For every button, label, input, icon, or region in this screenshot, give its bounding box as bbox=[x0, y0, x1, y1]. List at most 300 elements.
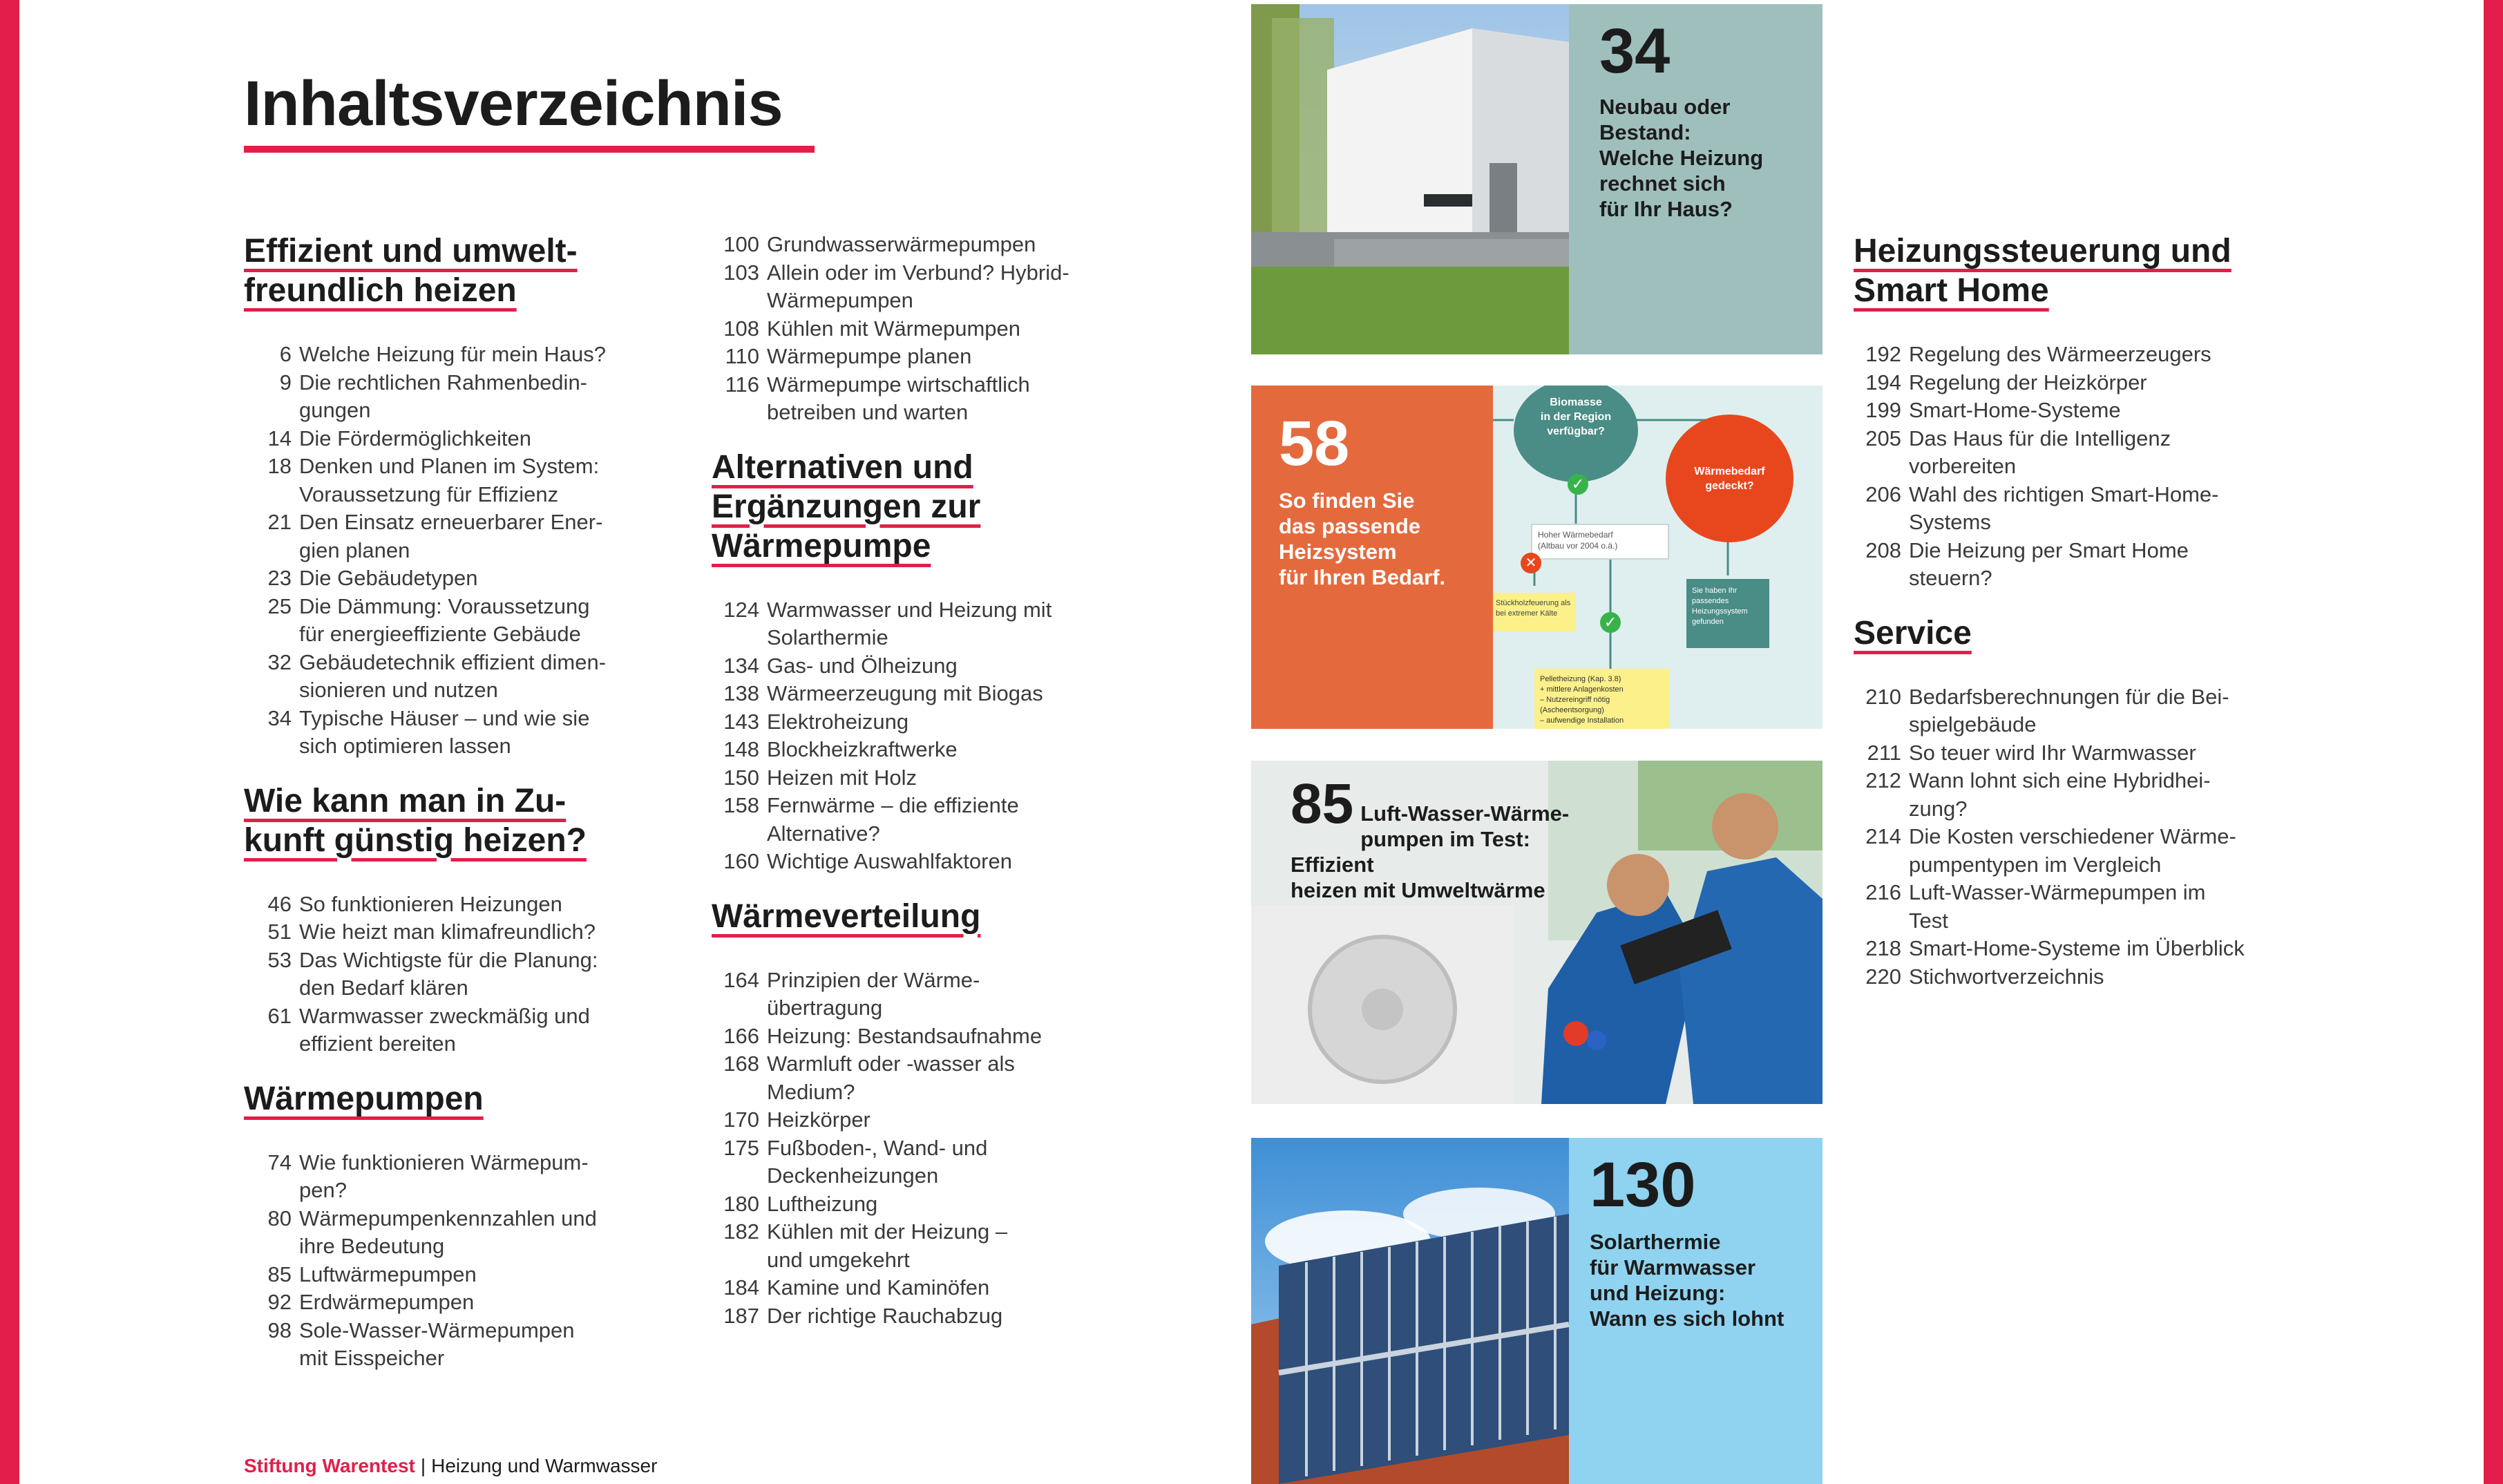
toc-entry[interactable] bbox=[1854, 683, 2323, 739]
page-number: 51 bbox=[267, 920, 292, 944]
toc-section bbox=[244, 231, 658, 761]
section-heading-line: Heizungssteuerung und bbox=[1854, 233, 2231, 269]
section-heading-line: Wärmepumpen bbox=[244, 1080, 484, 1117]
entry-title bbox=[299, 341, 658, 369]
entry-title bbox=[1909, 879, 2323, 935]
section-heading[interactable] bbox=[244, 1079, 658, 1119]
page-number: 182 bbox=[723, 1219, 759, 1244]
footer-title: Heizung und Warmwasser bbox=[431, 1455, 658, 1476]
entry-title bbox=[767, 231, 1126, 259]
caption-line: Welche Heizung bbox=[1599, 146, 1764, 170]
entry-title bbox=[767, 596, 1126, 652]
toc-entry[interactable] bbox=[244, 1317, 658, 1373]
entry-title-line: effizient bereiten bbox=[299, 1031, 456, 1056]
toc-entry[interactable] bbox=[712, 1050, 1126, 1106]
page-number: 25 bbox=[267, 593, 292, 618]
page-number: 110 bbox=[725, 344, 759, 368]
toc-entry[interactable] bbox=[712, 371, 1126, 427]
entry-title bbox=[1909, 537, 2323, 593]
entry-title-line: Luft-Wasser-Wärmepumpen im bbox=[1909, 880, 2206, 904]
flow-text-line: gefunden bbox=[1692, 618, 1724, 626]
toc-entry[interactable] bbox=[712, 343, 1126, 371]
entry-title bbox=[767, 315, 1126, 343]
entry-title-line: Blockheizkraftwerke bbox=[767, 737, 958, 761]
page-number: 160 bbox=[723, 849, 759, 873]
entry-title bbox=[767, 1022, 1126, 1051]
page-number: 9 bbox=[279, 370, 292, 394]
entry-title-line: Stichwortverzeichnis bbox=[1909, 964, 2104, 989]
entry-title bbox=[1909, 341, 2323, 369]
entry-title-line: Die rechtlichen Rahmenbedin- bbox=[299, 370, 588, 394]
entry-title-line: gungen bbox=[299, 398, 371, 422]
entry-title bbox=[299, 918, 658, 946]
entry-title bbox=[299, 369, 658, 425]
entry-title bbox=[1909, 739, 2323, 768]
cross-icon: ✕ bbox=[1521, 553, 1541, 573]
entry-title bbox=[767, 1218, 1126, 1274]
page-number: 138 bbox=[723, 681, 759, 705]
section-heading[interactable] bbox=[244, 231, 658, 310]
flow-text-line: (Altbau vor 2004 o.ä.) bbox=[1538, 541, 1618, 551]
entry-title bbox=[1909, 823, 2323, 879]
page-number: 205 bbox=[1865, 426, 1901, 450]
entry-title-line: Prinzipien der Wärme- bbox=[767, 967, 980, 992]
entry-title-line: Kühlen mit Wärmepumpen bbox=[767, 316, 1020, 341]
toc-entry[interactable] bbox=[712, 764, 1126, 792]
section-heading[interactable] bbox=[244, 781, 658, 860]
flow-text-line: – Nutzereingriff nötig bbox=[1540, 696, 1610, 704]
entry-title-line: Den Einsatz erneuerbarer Ener- bbox=[299, 510, 603, 534]
entry-title bbox=[767, 1190, 1126, 1219]
toc-section bbox=[712, 448, 1126, 876]
toc-entry[interactable] bbox=[1854, 739, 2323, 768]
flow-text-line: Stückholzfeuerung als bbox=[1496, 599, 1571, 607]
entry-title bbox=[1909, 935, 2323, 963]
flow-text-line: bei extremer Kälte bbox=[1496, 609, 1558, 618]
toc-entry[interactable] bbox=[712, 736, 1126, 764]
entry-title bbox=[767, 1050, 1126, 1106]
entry-title-line: Heizen mit Holz bbox=[767, 765, 917, 790]
teaser-34-box bbox=[1569, 4, 1822, 354]
entry-title bbox=[299, 1205, 658, 1261]
page-number: 175 bbox=[723, 1135, 759, 1160]
page-number: 216 bbox=[1865, 880, 1901, 904]
toc-entry[interactable] bbox=[712, 1134, 1126, 1190]
toc-entry[interactable] bbox=[244, 1261, 658, 1289]
caption-line: Luft-Wasser-Wärme- bbox=[1360, 801, 1570, 826]
page-number: 85 bbox=[267, 1262, 292, 1286]
page-number: 148 bbox=[723, 737, 759, 761]
teaser-85[interactable] bbox=[1251, 761, 1822, 1104]
left-edge-bar bbox=[0, 0, 19, 1484]
toc-section bbox=[244, 1079, 658, 1373]
toc-entry[interactable] bbox=[712, 259, 1126, 315]
flow-text-line: Pelletheizung (Kap. 3.8) bbox=[1540, 675, 1621, 683]
caption-line: heizen mit Umweltwärme bbox=[1291, 878, 1545, 902]
flow-text-line: + mittlere Anlagenkosten bbox=[1540, 685, 1624, 694]
entry-title-line: den Bedarf klären bbox=[299, 976, 468, 1000]
entry-title bbox=[767, 967, 1126, 1022]
page-number: 98 bbox=[267, 1317, 292, 1342]
page-number: 211 bbox=[1867, 740, 1901, 765]
page-number: 210 bbox=[1865, 684, 1901, 709]
page-number: 143 bbox=[723, 709, 759, 734]
section-heading-line: Wärmeverteilung bbox=[712, 897, 981, 935]
entry-title-line: Grundwasserwärmepumpen bbox=[767, 232, 1036, 256]
teaser-130[interactable] bbox=[1251, 1138, 1822, 1484]
page-number: 168 bbox=[723, 1052, 759, 1076]
entry-title bbox=[767, 708, 1126, 736]
flow-text-line: – aufwendige Installation bbox=[1540, 716, 1624, 725]
entry-title-line: übertragung bbox=[767, 996, 883, 1020]
entry-title bbox=[1909, 425, 2323, 481]
entry-title bbox=[767, 792, 1126, 848]
entry-title-line: Alternative? bbox=[767, 821, 880, 846]
entry-title-line: Wichtige Auswahlfaktoren bbox=[767, 849, 1012, 873]
footer-separator: | bbox=[420, 1455, 426, 1476]
entry-title-line: Test bbox=[1909, 908, 1948, 933]
toc-entry[interactable] bbox=[244, 1002, 658, 1058]
section-heading[interactable] bbox=[1854, 613, 2323, 653]
flow-text-line: verfügbar? bbox=[1547, 426, 1605, 437]
entry-title-line: Wärmeerzeugung mit Biogas bbox=[767, 681, 1043, 705]
toc-entry[interactable] bbox=[712, 680, 1126, 708]
entry-title-line: Smart-Home-Systeme im Überblick bbox=[1909, 936, 2245, 960]
entry-title-line: Heizkörper bbox=[767, 1107, 870, 1132]
flow-text-line: Sie haben Ihr bbox=[1692, 587, 1738, 595]
entry-title bbox=[299, 1317, 658, 1373]
teaser-34-number: 34 bbox=[1599, 16, 1671, 86]
entry-title bbox=[1909, 767, 2323, 823]
entry-title-line: steuern? bbox=[1909, 566, 1992, 590]
toc-entry[interactable] bbox=[1854, 767, 2323, 823]
right-edge-bar bbox=[2484, 0, 2503, 1484]
section-heading-line: kunft günstig heizen? bbox=[244, 821, 587, 859]
caption-line: Heizsystem bbox=[1279, 540, 1397, 564]
entry-title-line: Wärmepumpe planen bbox=[767, 344, 972, 368]
entry-title-line: Luftwärmepumpen bbox=[299, 1262, 477, 1286]
entry-title bbox=[1909, 369, 2323, 397]
section-heading-line: Service bbox=[1854, 614, 1972, 651]
entry-title-line: Smart-Home-Systeme bbox=[1909, 398, 2121, 422]
entry-title bbox=[767, 1106, 1126, 1134]
flow-text-line: gedeckt? bbox=[1705, 480, 1754, 492]
toc-entry[interactable] bbox=[712, 1106, 1126, 1134]
check-icon: ✓ bbox=[1600, 612, 1621, 633]
flow-text-line: in der Region bbox=[1540, 411, 1612, 423]
entry-title-line: So teuer wird Ihr Warmwasser bbox=[1909, 740, 2196, 765]
page-number: 108 bbox=[723, 316, 759, 341]
page-number: 103 bbox=[723, 260, 759, 285]
entry-title-line: Erdwärmepumpen bbox=[299, 1290, 475, 1314]
entry-title bbox=[1909, 683, 2323, 739]
entry-title bbox=[299, 946, 658, 1002]
entry-title-line: Wann lohnt sich eine Hybridhei- bbox=[1909, 768, 2211, 792]
toc-entry[interactable] bbox=[244, 593, 658, 649]
toc-entry[interactable] bbox=[712, 848, 1126, 876]
caption-line: So finden Sie bbox=[1279, 488, 1415, 513]
entry-title bbox=[299, 593, 658, 649]
caption-line: für Ihren Bedarf. bbox=[1279, 565, 1446, 589]
entry-title-line: Luftheizung bbox=[767, 1191, 878, 1216]
entry-title bbox=[299, 1261, 658, 1289]
page-number: 21 bbox=[267, 510, 292, 534]
flow-text-line: Wärmebedarf bbox=[1694, 466, 1765, 477]
teaser-58-number: 58 bbox=[1279, 408, 1350, 479]
entry-title-line: mit Eisspeicher bbox=[299, 1346, 445, 1370]
toc-entry[interactable] bbox=[712, 1190, 1126, 1219]
entry-title-line: Die Fördermöglichkeiten bbox=[299, 426, 531, 450]
page-number: 214 bbox=[1865, 824, 1901, 848]
entry-title bbox=[767, 1274, 1126, 1302]
caption-line: für Ihr Haus? bbox=[1599, 197, 1733, 221]
section-heading-line: Effizient und umwelt- bbox=[244, 233, 578, 269]
toc-entry[interactable] bbox=[1854, 963, 2323, 991]
page-number: 199 bbox=[1865, 398, 1901, 422]
title-underline bbox=[244, 146, 815, 153]
entry-title-line: Bedarfsberechnungen für die Bei- bbox=[1909, 684, 2229, 709]
toc-entry[interactable] bbox=[244, 369, 658, 425]
entry-title bbox=[299, 1149, 658, 1205]
page-number: 170 bbox=[723, 1107, 759, 1132]
entry-title bbox=[1909, 963, 2323, 991]
entry-title-line: Warmwasser zweckmäßig und bbox=[299, 1003, 590, 1028]
entry-title-line: Die Dämmung: Voraussetzung bbox=[299, 593, 590, 618]
toc-entry[interactable] bbox=[712, 1302, 1126, 1331]
page-number: 218 bbox=[1865, 936, 1901, 960]
entry-title-line: Die Gebäudetypen bbox=[299, 566, 478, 590]
page-number: 46 bbox=[267, 891, 292, 916]
entry-title-line: Welche Heizung für mein Haus? bbox=[299, 342, 606, 366]
entry-title-line: Allein oder im Verbund? Hybrid- bbox=[767, 260, 1069, 285]
page-number: 212 bbox=[1865, 768, 1901, 792]
flow-text-line: passendes bbox=[1692, 597, 1729, 605]
entry-title bbox=[299, 649, 658, 705]
toc-entry[interactable] bbox=[244, 564, 658, 593]
entry-title bbox=[299, 1288, 658, 1317]
toc-entry[interactable] bbox=[1854, 369, 2323, 397]
toc-section bbox=[1854, 613, 2323, 991]
page-number: 14 bbox=[267, 426, 292, 450]
entry-title-line: betreiben und warten bbox=[767, 400, 969, 424]
caption-line: Bestand: bbox=[1599, 120, 1691, 144]
toc-entry[interactable] bbox=[1854, 397, 2323, 425]
flow-text-line: Hoher Wärmebedarf bbox=[1538, 530, 1613, 540]
page-number: 220 bbox=[1865, 964, 1901, 989]
entry-title bbox=[767, 259, 1126, 315]
page-number: 80 bbox=[267, 1206, 292, 1230]
entry-title-line: Medium? bbox=[767, 1079, 855, 1104]
section-heading-line: Alternativen und bbox=[712, 448, 973, 486]
waermebedarf-node bbox=[1666, 415, 1793, 542]
toc-entry[interactable] bbox=[1854, 425, 2323, 481]
teaser-34[interactable] bbox=[1251, 4, 1822, 354]
entry-title-line: Gas- und Ölheizung bbox=[767, 653, 958, 678]
entry-title bbox=[767, 848, 1126, 876]
entry-title bbox=[767, 680, 1126, 708]
teaser-85-number: 85 bbox=[1291, 772, 1354, 835]
entry-title-line: Warmwasser und Heizung mit bbox=[767, 597, 1052, 622]
toc-entry[interactable] bbox=[244, 891, 658, 919]
entry-title-line: Kamine und Kaminöfen bbox=[767, 1275, 990, 1300]
flow-text-line: Heizungssystem bbox=[1692, 607, 1748, 616]
toc-entry[interactable] bbox=[244, 705, 658, 761]
entry-title bbox=[767, 1302, 1126, 1331]
page-number: 158 bbox=[723, 793, 759, 817]
check-icon: ✓ bbox=[1568, 474, 1588, 495]
toc-entry[interactable] bbox=[244, 946, 658, 1002]
page-number: 206 bbox=[1865, 482, 1901, 506]
page-number: 194 bbox=[1865, 370, 1901, 394]
entry-title-line: Fernwärme – die effiziente bbox=[767, 793, 1019, 817]
entry-title-line: für energieeffiziente Gebäude bbox=[299, 622, 581, 646]
caption-line: das passende bbox=[1279, 514, 1421, 538]
toc-entry[interactable] bbox=[1854, 935, 2323, 963]
entry-title-line: gien planen bbox=[299, 538, 410, 562]
entry-title-line: Deckenheizungen bbox=[767, 1163, 939, 1188]
toc-entry[interactable] bbox=[712, 967, 1126, 1022]
entry-title bbox=[299, 564, 658, 593]
page-number: 6 bbox=[279, 342, 292, 366]
toc-entry[interactable] bbox=[244, 508, 658, 564]
toc-column-3 bbox=[1854, 231, 2323, 1011]
page-number: 134 bbox=[723, 653, 759, 678]
section-heading[interactable] bbox=[712, 897, 1126, 936]
toc-section bbox=[244, 781, 658, 1058]
entry-title bbox=[767, 736, 1126, 764]
page-number: 23 bbox=[267, 566, 292, 590]
entry-title bbox=[299, 1002, 658, 1058]
entry-title-line: Gebäudetechnik effizient dimen- bbox=[299, 649, 607, 674]
page-number: 92 bbox=[267, 1290, 292, 1314]
page-number: 116 bbox=[725, 372, 759, 397]
toc-entry[interactable] bbox=[1854, 537, 2323, 593]
entry-title-line: Regelung des Wärmeerzeugers bbox=[1909, 342, 2211, 366]
page-number: 34 bbox=[267, 705, 292, 730]
page-title: Inhaltsverzeichnis bbox=[244, 68, 783, 139]
hoher-node bbox=[1531, 524, 1669, 560]
teaser-34-caption bbox=[1599, 94, 1822, 222]
teaser-130-box bbox=[1569, 1138, 1822, 1484]
page-number: 53 bbox=[267, 947, 292, 972]
toc-column-2 bbox=[712, 231, 1126, 1351]
entry-title bbox=[299, 705, 658, 761]
toc-entry[interactable] bbox=[712, 1218, 1126, 1274]
entry-title-line: Der richtige Rauchabzug bbox=[767, 1303, 1003, 1328]
entry-title bbox=[767, 652, 1126, 681]
toc-entry[interactable] bbox=[712, 1274, 1126, 1302]
entry-title-line: Solarthermie bbox=[767, 625, 888, 649]
entry-title-line: spielgebäude bbox=[1909, 712, 2037, 736]
section-heading-line: Wie kann man in Zu- bbox=[244, 782, 567, 819]
toc-section bbox=[1854, 231, 2323, 593]
section-heading[interactable] bbox=[1854, 231, 2323, 310]
teaser-85-label bbox=[1291, 772, 1595, 903]
caption-line: Solarthermie bbox=[1590, 1230, 1721, 1254]
entry-title-line: Fußboden-, Wand- und bbox=[767, 1135, 988, 1160]
toc-entry[interactable] bbox=[712, 1022, 1126, 1051]
toc-entry[interactable] bbox=[712, 231, 1126, 259]
flow-text-line: Biomasse bbox=[1550, 397, 1602, 408]
toc-entry[interactable] bbox=[244, 918, 658, 946]
page-number: 164 bbox=[723, 967, 759, 992]
page-number: 150 bbox=[723, 765, 759, 790]
pellet-node bbox=[1534, 669, 1669, 729]
section-heading[interactable] bbox=[712, 448, 1126, 566]
entry-title bbox=[767, 371, 1126, 427]
toc-entry[interactable] bbox=[244, 1288, 658, 1317]
page-number: 208 bbox=[1865, 538, 1901, 562]
toc-entry[interactable] bbox=[244, 425, 658, 453]
entry-title-line: Heizung: Bestandsaufnahme bbox=[767, 1023, 1043, 1048]
entry-title-line: pen? bbox=[299, 1178, 347, 1202]
entry-title-line: Kühlen mit der Heizung – bbox=[767, 1219, 1008, 1244]
entry-title bbox=[767, 343, 1126, 371]
toc-entry[interactable] bbox=[712, 708, 1126, 736]
toc-section bbox=[712, 897, 1126, 1331]
toc-entry[interactable] bbox=[712, 792, 1126, 848]
entry-title bbox=[767, 1134, 1126, 1190]
entry-title-line: Die Heizung per Smart Home bbox=[1909, 538, 2189, 562]
entry-title-line: sionieren und nutzen bbox=[299, 678, 498, 702]
page-number: 18 bbox=[267, 454, 292, 478]
house-photo bbox=[1251, 4, 1569, 354]
entry-title-line: Wie heizt man klimafreundlich? bbox=[299, 920, 596, 944]
toc-entry[interactable] bbox=[244, 649, 658, 705]
entry-title-line: Systems bbox=[1909, 510, 1991, 534]
entry-title-line: Wärmepumpe wirtschaftlich bbox=[767, 372, 1030, 397]
toc-entry[interactable] bbox=[1854, 341, 2323, 369]
entry-title-line: Wie funktionieren Wärmepum- bbox=[299, 1150, 589, 1174]
toc-entry[interactable] bbox=[712, 596, 1126, 652]
entry-title-line: Wahl des richtigen Smart-Home- bbox=[1909, 482, 2219, 506]
entry-title-line: vorbereiten bbox=[1909, 454, 2017, 478]
teaser-58-caption bbox=[1279, 488, 1493, 590]
entry-title-line: und umgekehrt bbox=[767, 1247, 910, 1272]
toc-entry[interactable] bbox=[1854, 481, 2323, 537]
toc-entry[interactable] bbox=[244, 1149, 658, 1205]
caption-line: Neubau oder bbox=[1599, 95, 1731, 119]
teaser-58[interactable] bbox=[1251, 386, 1822, 729]
toc-entry[interactable] bbox=[244, 453, 658, 508]
page-number: 192 bbox=[1865, 342, 1901, 366]
flowchart bbox=[1493, 386, 1822, 729]
toc-entry[interactable] bbox=[244, 1205, 658, 1261]
toc-entry[interactable] bbox=[1854, 823, 2323, 879]
toc-entry[interactable] bbox=[712, 315, 1126, 343]
entry-title bbox=[767, 764, 1126, 792]
footer-brand: Stiftung Warentest bbox=[244, 1455, 415, 1476]
entry-title-line: zung? bbox=[1909, 796, 1968, 821]
entry-title bbox=[299, 508, 658, 564]
caption-line: und Heizung: bbox=[1590, 1281, 1726, 1305]
page-number: 61 bbox=[267, 1003, 292, 1028]
entry-title-line: Das Wichtigste für die Planung: bbox=[299, 947, 598, 972]
footer bbox=[244, 1455, 657, 1477]
stueck-node bbox=[1493, 593, 1576, 631]
toc-entry[interactable] bbox=[1854, 879, 2323, 935]
page-number: 166 bbox=[723, 1023, 759, 1048]
page-number: 184 bbox=[723, 1275, 759, 1300]
toc-entry[interactable] bbox=[244, 341, 658, 369]
teaser-130-caption bbox=[1590, 1229, 1822, 1331]
toc-entry[interactable] bbox=[712, 652, 1126, 681]
entry-title-line: Die Kosten verschiedener Wärme- bbox=[1909, 824, 2236, 848]
teaser-130-number: 130 bbox=[1590, 1150, 1696, 1220]
caption-line: rechnet sich bbox=[1599, 171, 1726, 196]
toc-section bbox=[712, 231, 1126, 427]
page-number: 74 bbox=[267, 1150, 292, 1174]
